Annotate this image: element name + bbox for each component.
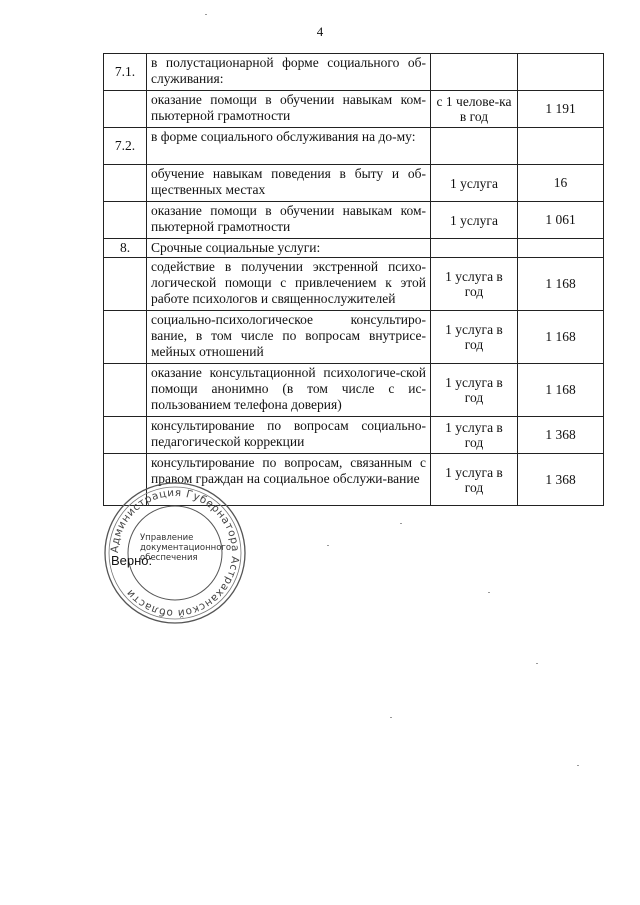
service-description: оказание помощи в обучении навыкам ком-пьютерной грамотности [147,91,431,128]
scan-speck [327,545,329,546]
service-description: обучение навыкам поведения в быту и об-щественных местах [147,165,431,202]
stamp-inner-text: Управление документационного обеспечения [140,533,232,563]
table-row [104,258,604,311]
service-description: социально-психологическое консультиро-вание, в том числе по вопросам внутрисе-мейных отношений [147,311,431,364]
service-price: 1 368 [518,417,604,454]
service-price [518,54,604,91]
scan-speck [205,14,207,15]
service-description: консультирование по вопросам социально-педагогической коррекции [147,417,431,454]
row-number [104,417,147,454]
table-row [104,417,604,454]
service-unit: 1 услуга в год [431,311,518,364]
service-price: 1 061 [518,202,604,239]
certified-label: Верно: [111,553,153,568]
service-price: 1 168 [518,364,604,417]
service-price [518,239,604,258]
service-unit: 1 услуга [431,202,518,239]
table-row [104,165,604,202]
table-row [104,128,604,165]
service-description: в форме социального обслуживания на до-му: [147,128,431,165]
scan-speck [488,592,490,593]
service-description: в полустационарной форме социального об-служивания: [147,54,431,91]
row-number: 8. [104,239,147,258]
service-price: 1 191 [518,91,604,128]
service-unit [431,239,518,258]
service-description: оказание консультационной психологиче-ской помощи анонимно (в том числе с ис-пользованием телефона доверия) [147,364,431,417]
scan-speck [390,717,392,718]
service-description: консультирование по вопросам, связанным с правом граждан на социальное обслужи-вание [147,454,431,506]
service-price: 1 168 [518,311,604,364]
service-unit [431,54,518,91]
table-row [104,54,604,91]
service-unit: 1 услуга в год [431,258,518,311]
table-row [104,91,604,128]
row-number [104,364,147,417]
services-table [103,53,604,506]
page-number: 4 [316,24,324,39]
service-unit: с 1 челове-ка в год [431,91,518,128]
scan-speck [400,523,402,524]
stamp-ring-text: Администрация Губернатора Астраханской области [108,486,242,620]
row-number: 7.2. [104,128,147,165]
row-number [104,311,147,364]
service-unit [431,128,518,165]
service-description: Срочные социальные услуги: [147,239,431,258]
row-number [104,202,147,239]
service-price: 1 368 [518,454,604,506]
row-number [104,165,147,202]
service-unit: 1 услуга в год [431,364,518,417]
table-row [104,311,604,364]
row-number [104,91,147,128]
service-unit: 1 услуга [431,165,518,202]
row-number [104,258,147,311]
scan-speck [577,765,579,766]
service-price: 1 168 [518,258,604,311]
table-row [104,364,604,417]
table-row [104,239,604,258]
table-row [104,202,604,239]
service-description: оказание помощи в обучении навыкам ком-пьютерной грамотности [147,202,431,239]
row-number: 7.1. [104,54,147,91]
service-unit: 1 услуга в год [431,454,518,506]
service-price [518,128,604,165]
service-price: 16 [518,165,604,202]
service-unit: 1 услуга в год [431,417,518,454]
scan-speck [536,663,538,664]
service-description: содействие в получении экстренной психо-логической помощи с привлечением к этой работе психологов и священнослужителей [147,258,431,311]
